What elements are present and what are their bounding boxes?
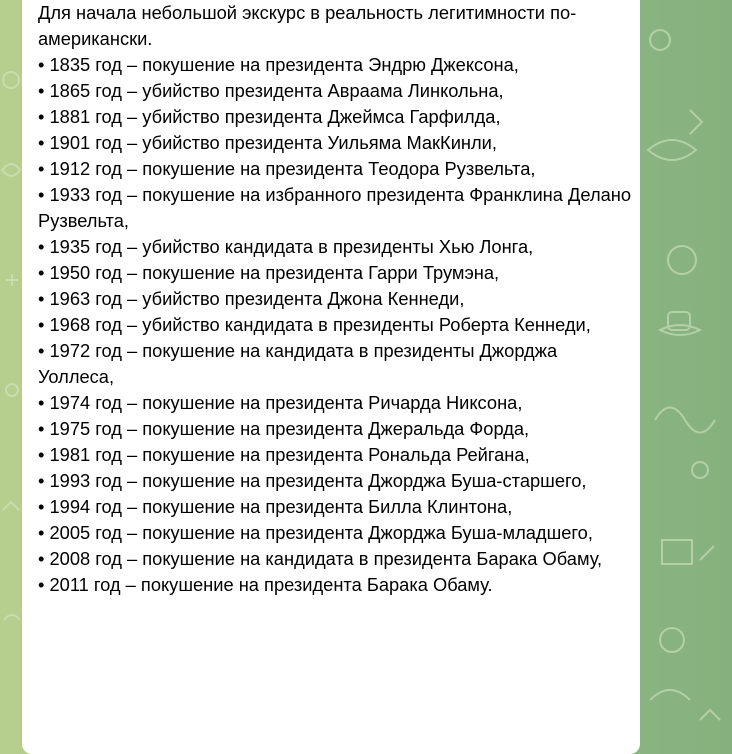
message-intro: Для начала небольшой экскурс в реальность легитимности по-американски. [38, 2, 577, 49]
list-item: • 1994 год – покушение на президента Билла Клинтона, [38, 496, 513, 517]
list-item: • 1881 год – убийство президента Джеймса Гарфилда, [38, 106, 501, 127]
list-item: • 1950 год – покушение на президента Гарри Трумэна, [38, 262, 500, 283]
list-item: • 1933 год – покушение на избранного президента Франклина Делано Рузвельта, [38, 184, 632, 231]
list-item: • 1912 год – покушение на президента Теодора Рузвельта, [38, 158, 536, 179]
list-item: • 2008 год – покушение на кандидата в президента Барака Обаму, [38, 548, 603, 569]
list-item: • 1901 год – убийство президента Уильяма МакКинли, [38, 132, 497, 153]
list-item: • 2011 год – покушение на президента Барака Обаму. [38, 574, 493, 595]
list-item: • 1935 год – убийство кандидата в президенты Хью Лонга, [38, 236, 534, 257]
list-item: • 1835 год – покушение на президента Эндрю Джексона, [38, 54, 519, 75]
list-item: • 1972 год – покушение на кандидата в президенты Джорджа Уоллеса, [38, 340, 558, 387]
event-list [38, 52, 634, 598]
list-item: • 2005 год – покушение на президента Джорджа Буша-младшего, [38, 522, 593, 543]
list-item: • 1981 год – покушение на президента Рональда Рейгана, [38, 444, 530, 465]
list-item: • 1974 год – покушение на президента Ричарда Никсона, [38, 392, 523, 413]
list-item: • 1865 год – убийство президента Авраама Линкольна, [38, 80, 504, 101]
list-item: • 1968 год – убийство кандидата в президенты Роберта Кеннеди, [38, 314, 591, 335]
list-item: • 1963 год – убийство президента Джона Кеннеди, [38, 288, 465, 309]
list-item: • 1993 год – покушение на президента Джорджа Буша-старшего, [38, 470, 587, 491]
list-item: • 1975 год – покушение на президента Джеральда Форда, [38, 418, 530, 439]
message-text [38, 0, 634, 598]
